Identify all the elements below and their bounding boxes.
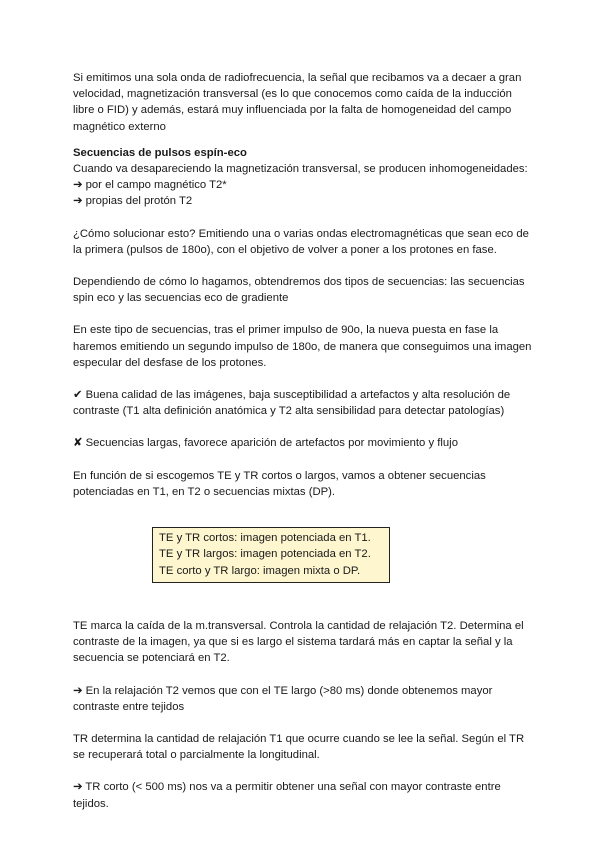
pro-paragraph	[73, 387, 533, 419]
con-text: Secuencias largas, favorece aparición de artefactos por movimiento y flujo	[85, 437, 458, 450]
tr-note-text: TR corto (< 500 ms) nos va a permitir obtener una señal con mayor contraste entre tejidos.	[73, 781, 501, 810]
arrow-icon: ➔	[73, 781, 83, 794]
question-paragraph: ¿Cómo solucionar esto? Emitiendo una o varias ondas electromagnéticas que sean eco de la primera (pulsos de 180o), con el objetivo de volver a poner a los protones en fase.	[73, 227, 529, 256]
tr-note-paragraph	[73, 779, 533, 811]
document-page	[73, 70, 533, 812]
summary-box-wrapper	[73, 500, 533, 586]
cause-item-2-text: propias del protón T2	[85, 195, 193, 208]
types-paragraph: Dependiendo de cómo lo hagamos, obtendremos dos tipos de secuencias: las secuencias spin eco y las secuencias eco de gradiente	[73, 276, 525, 305]
arrow-icon: ➔	[73, 195, 83, 208]
weighting-paragraph: En función de si escogemos TE y TR cortos o largos, vamos a obtener secuencias potenciadas en T1, en T2 o secuencias mixtas (DP).	[73, 469, 486, 498]
te-paragraph: TE marca la caída de la m.transversal. Controla la cantidad de relajación T2. Determina el contraste de la imagen, ya que si es largo el sistema tardará más en captar la señal y la secuencia se potenciará en T2.	[73, 620, 524, 665]
summary-line-1: TE y TR cortos: imagen potenciada en T1.	[159, 532, 371, 545]
arrow-icon: ➔	[73, 684, 83, 697]
summary-box	[152, 527, 390, 583]
cross-icon: ✘	[73, 437, 83, 450]
explain-paragraph: En este tipo de secuencias, tras el primer impulso de 90o, la nueva puesta en fase la haremos emitiendo un segundo impulso de 180o, de manera que conseguimos una imagen especular del desfase de los protones.	[73, 324, 532, 369]
intro-paragraph: Si emitimos una sola onda de radiofrecuencia, la señal que recibamos va a decaer a gran velocidad, magnetización transversal (es lo que conocemos como caída de la inducción libre o FID) y además, estará muy influenciada por la falta de homogeneidad del campo magnético externo	[73, 72, 522, 133]
cause-item-2	[73, 193, 533, 209]
cause-item-1-text: por el campo magnético T2*	[85, 179, 227, 192]
te-note-paragraph	[73, 683, 533, 715]
te-note-text: En la relajación T2 vemos que con el TE largo (>80 ms) donde obtenemos mayor contraste entre tejidos	[73, 684, 493, 713]
check-icon: ✔	[73, 389, 83, 402]
cause-item-1	[73, 177, 533, 193]
section-heading: Secuencias de pulsos espín-eco	[73, 146, 247, 159]
summary-line-3: TE corto y TR largo: imagen mixta o DP.	[159, 564, 361, 577]
summary-line-2: TE y TR largos: imagen potenciada en T2.	[159, 548, 371, 561]
pro-text: Buena calidad de las imágenes, baja susceptibilidad a artefactos y alta resolución de contraste (T1 alta definición anatómica y T2 alta sensibilidad para detectar patologías)	[73, 389, 511, 418]
arrow-icon: ➔	[73, 179, 83, 192]
con-paragraph	[73, 435, 533, 451]
cause-intro-paragraph: Cuando va desapareciendo la magnetización transversal, se producen inhomogeneidades:	[73, 163, 528, 176]
tr-paragraph: TR determina la cantidad de relajación T1 que ocurre cuando se lee la señal. Según el TR se recuperará total o parcialmente la longitudinal.	[73, 733, 525, 762]
